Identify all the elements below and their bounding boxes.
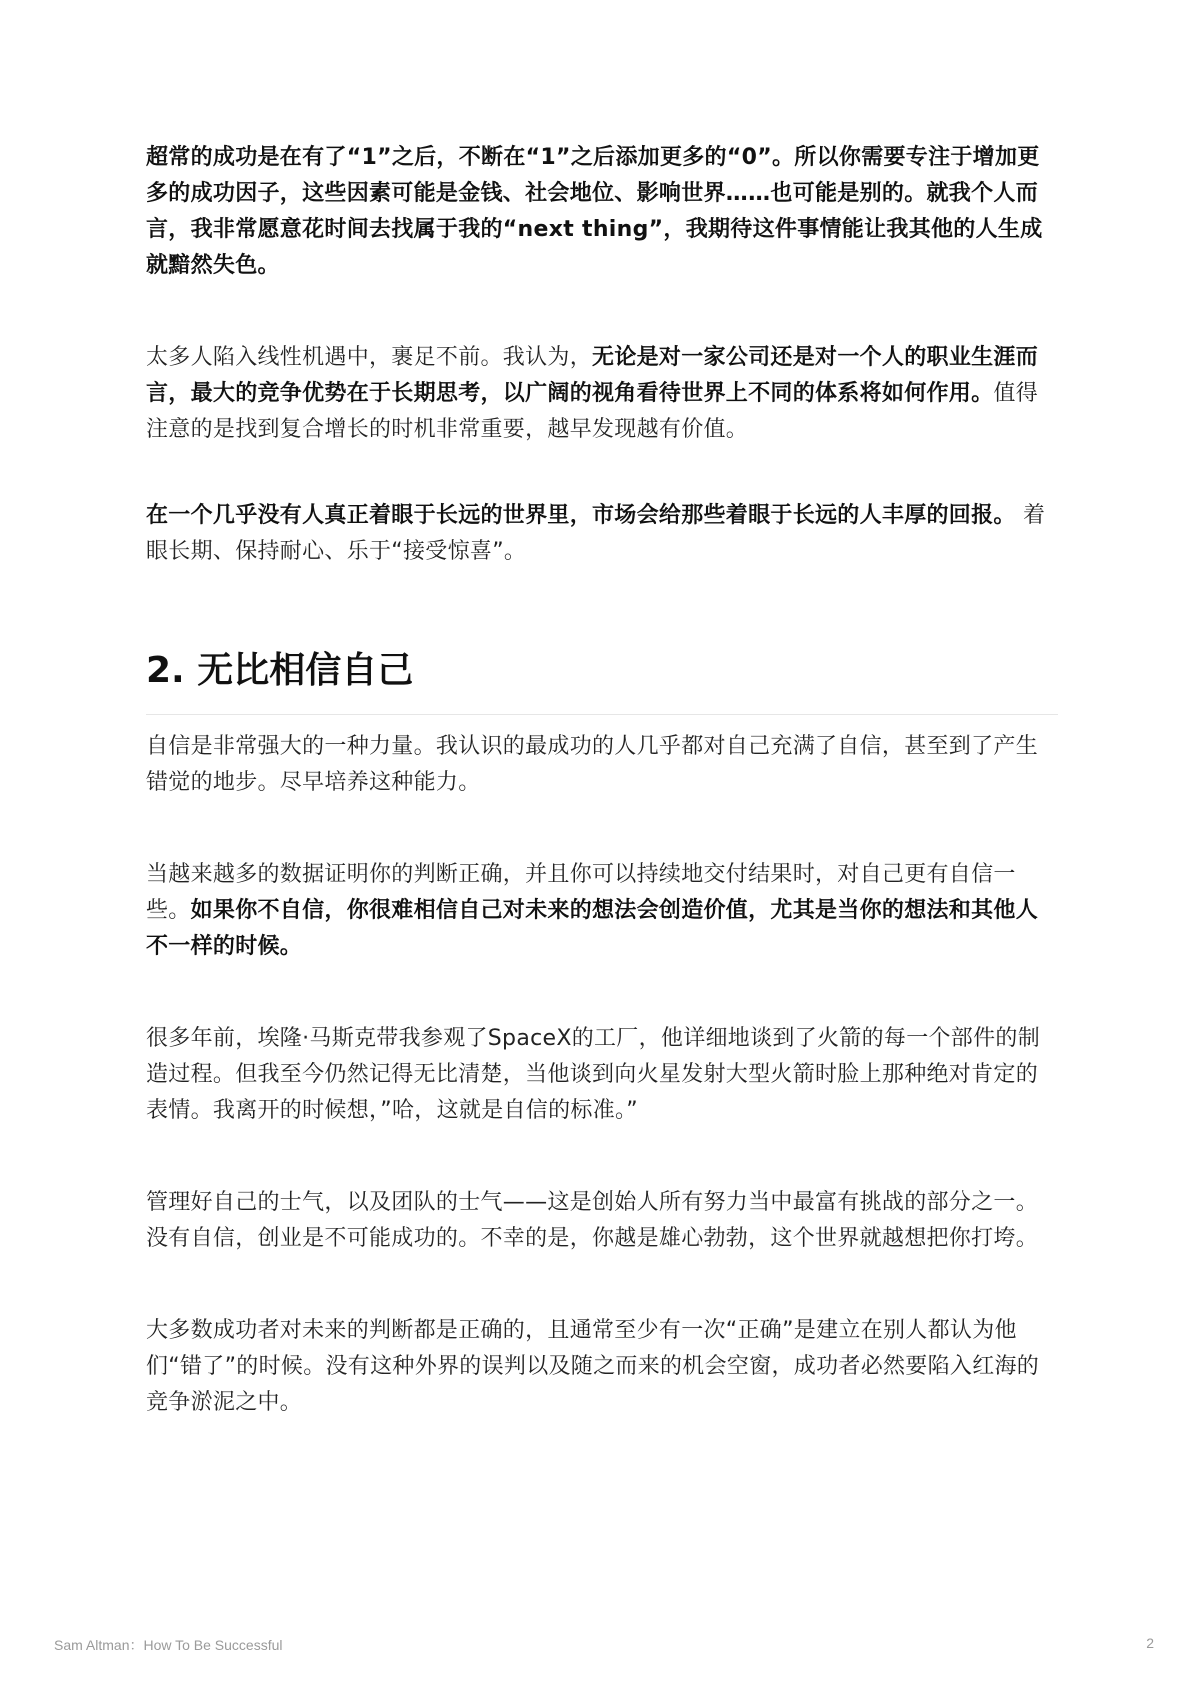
paragraph-morale [146,1185,1058,1257]
paragraph-compounding [146,140,1058,284]
page-number: 2 [1146,1635,1154,1651]
bold-text: 无论是对一家公司还是对一个人的职业生涯而言，最大的竞争优势在于长期思考，以广阔的视角看待世界上不同的体系将如何作用。 [146,345,1039,406]
paragraph-contrarian [146,1313,1058,1421]
document-body [146,140,1058,1421]
section-heading: 2. 无比相信自己 [146,648,1058,715]
bold-text: 在一个几乎没有人真正着眼于长远的世界里，市场会给那些着眼于长远的人丰厚的回报。 [146,503,1016,528]
bold-text: 超常的成功是在有了“1”之后，不断在“1”之后添加更多的“0”。所以你需要专注于增加更多的成功因子，这些因素可能是金钱、社会地位、影响世界……也可能是别的。就我个人而言，我非常愿意花时间去找属于我的“next thing”，我期待这件事情能让我其他的人生成就黯然失色。 [146,145,1043,278]
body-text: 太多人陷入线性机遇中，裹足不前。我认为， [146,345,593,370]
body-text: 值得注意的是找到复合增长的时机非常重要，越早发现越有价值。 [146,381,1039,442]
body-text: 着眼长期、保持耐心、乐于“接受惊喜”。 [146,503,1046,564]
footer-title: Sam Altman：How To Be Successful [54,1637,283,1653]
paragraph-spacex [146,1021,1058,1129]
bold-text: 如果你不自信，你很难相信自己对未来的想法会创造价值，尤其是当你的想法和其他人不一样的时候。 [146,898,1039,959]
body-text: 很多年前，埃隆·马斯克带我参观了SpaceX的工厂，他详细地谈到了火箭的每一个部件的制造过程。但我至今仍然记得无比清楚，当他谈到向火星发射大型火箭时脸上那种绝对肯定的表情。我离开的时候想，”哈，这就是自信的标准。” [146,1026,1041,1123]
body-text: 管理好自己的士气，以及团队的士气——这是创始人所有努力当中最富有挑战的部分之一。 没有自信，创业是不可能成功的。不幸的是，你越是雄心勃勃，这个世界就越想把你打垮。 [146,1190,1039,1251]
paragraph-market-rewards [146,498,1058,570]
body-text: 自信是非常强大的一种力量。我认识的最成功的人几乎都对自己充满了自信，甚至到了产生错觉的地步。尽早培养这种能力。 [146,734,1039,795]
paragraph-long-term-thinking [146,340,1058,448]
body-text: 大多数成功者对未来的判断都是正确的，且通常至少有一次“正确”是建立在别人都认为他们“错了”的时候。没有这种外界的误判以及随之而来的机会空窗，成功者必然要陷入红海的竞争淤泥之中。 [146,1318,1040,1415]
body-text: 当越来越多的数据证明你的判断正确，并且你可以持续地交付结果时，对自己更有自信一些。 [146,862,1016,923]
paragraph-self-belief [146,729,1058,801]
paragraph-confidence-data [146,857,1058,965]
